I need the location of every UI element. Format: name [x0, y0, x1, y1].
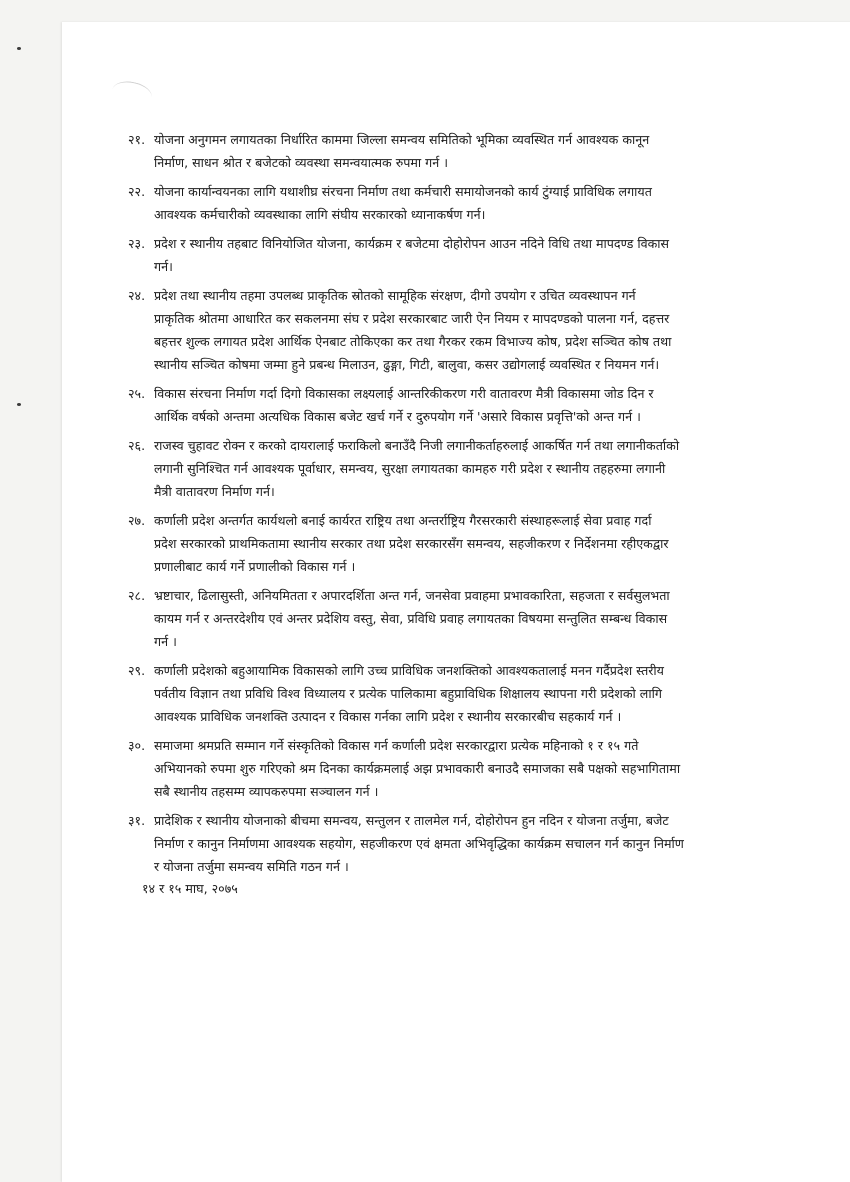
item-text-line: प्रादेशिक र स्थानीय योजनाको बीचमा समन्वय, सन्तुलन र तालमेल गर्न, दोहोरोपन हुन नदिन र योजना तर्जुमा, बजेट — [154, 813, 669, 828]
list-item — [128, 509, 850, 578]
item-text-line: निर्माण, साधन श्रोत र बजेटको व्यवस्था समन्वयात्मक रुपमा गर्न । — [154, 155, 449, 170]
item-text-line: निर्माण र कानुन निर्माणमा आवश्यक सहयोग, सहजीकरण एवं क्षमता अभिवृद्धिका कार्यक्रम सचालन गर्न कानुन निर्माण — [154, 836, 684, 851]
item-text-line: आवश्यक प्राविधिक जनशक्ति उत्पादन र विकास गर्नका लागि प्रदेश र स्थानीय सरकारबीच सहकार्य गर्न । — [154, 709, 622, 724]
item-number: २८. — [128, 588, 146, 603]
item-text-line: प्रदेश तथा स्थानीय तहमा उपलब्ध प्राकृतिक स्रोतको सामूहिक संरक्षण, दीगो उपयोग र उचित व्यवस्थापन गर्न — [154, 288, 636, 303]
item-text-line: गर्न। — [154, 259, 173, 274]
item-number: २४. — [128, 288, 146, 303]
list-item — [128, 382, 850, 428]
item-number: २५. — [128, 386, 146, 401]
item-text-line: सबै स्थानीय तहसम्म व्यापकरुपमा सञ्चालन गर्न । — [154, 784, 379, 799]
item-text-line: र योजना तर्जुमा समन्वय समिति गठन गर्न । — [154, 859, 349, 874]
item-text-line: प्रदेश र स्थानीय तहबाट विनियोजित योजना, कार्यक्रम र बजेटमा दोहोरोपन आउन नदिने विधि तथा मापदण्ड विकास — [154, 236, 670, 251]
item-text-line: योजना अनुगमन लगायतका निर्धारित काममा जिल्ला समन्वय समितिको भूमिका व्यवस्थित गर्न आवश्यक कानून — [154, 132, 650, 147]
list-item — [128, 734, 850, 803]
list-item — [128, 128, 850, 174]
item-text-line: प्रणालीबाट कार्य गर्ने प्रणालीको विकास गर्न । — [154, 559, 356, 574]
resolution-list — [128, 128, 850, 884]
list-item — [128, 659, 850, 728]
item-number: २९. — [128, 663, 146, 678]
item-text-line: बहत्तर शुल्क लगायत प्रदेश आर्थिक ऐनबाट तोकिएका कर तथा गैरकर रकम विभाज्य कोष, प्रदेश सञ्चित कोष तथा — [154, 334, 672, 349]
item-text-line: कर्णाली प्रदेशको बहुआयामिक विकासको लागि उच्च प्राविधिक जनशक्तिको आवश्यकतालाई मनन गर्दैप्रदेश स्तरीय — [154, 663, 664, 678]
item-number: ३०. — [128, 738, 146, 753]
scan-speck — [17, 403, 21, 406]
item-number: ३१. — [128, 813, 146, 828]
item-text-line: कर्णाली प्रदेश अन्तर्गत कार्यथलो बनाई कार्यरत राष्ट्रिय तथा अन्तर्राष्ट्रिय गैरसरकारी संस्थाहरूलाई सेवा प्रवाह गर्दा — [154, 513, 652, 528]
item-text-line: प्राकृतिक श्रोतमा आधारित कर सकलनमा संघ र प्रदेश सरकारबाट जारी ऐन नियम र मापदण्डको पालना गर्न, दहत्तर — [154, 311, 670, 326]
item-number: २६. — [128, 438, 146, 453]
scan-speck — [17, 47, 21, 50]
list-item — [128, 284, 850, 376]
item-text-line: मैत्री वातावरण निर्माण गर्न। — [154, 484, 275, 499]
item-text-line: लगानी सुनिश्चित गर्न आवश्यक पूर्वाधार, समन्वय, सुरक्षा लगायतका कामहरु गरी प्रदेश र स्थानीय तहहरुमा लगानी — [154, 461, 666, 476]
item-text-line: आर्थिक वर्षको अन्तमा अत्यधिक विकास बजेट खर्च गर्ने र दुरुपयोग गर्ने 'असारे विकास प्रवृत्ति'को अन्त गर्न । — [154, 409, 641, 424]
list-item — [128, 180, 850, 226]
item-number: २३. — [128, 236, 146, 251]
item-number: २७. — [128, 513, 146, 528]
item-text-line: पर्वतीय विज्ञान तथा प्रविधि विश्व विध्यालय र प्रत्येक पालिकामा बहुप्राविधिक शिक्षालय स्थापना गरी प्रदेशको लागि — [154, 686, 662, 701]
item-text-line: कायम गर्न र अन्तरदेशीय एवं अन्तर प्रदेशिय वस्तु, सेवा, प्रविधि प्रवाह लगायतका विषयमा सन्तुलित सम्बन्ध विकास — [154, 611, 668, 626]
item-text-line: गर्न । — [154, 634, 177, 649]
item-text-line: प्रदेश सरकारको प्राथमिकतामा स्थानीय सरकार तथा प्रदेश सरकारसँग समन्वय, सहजीकरण र निर्देशनमा रहीएकद्वार — [154, 536, 669, 551]
document-date: १४ र १५ माघ, २०७५ — [142, 881, 238, 896]
item-text-line: राजस्व चुहावट रोक्न र करको दायरालाई फराकिलो बनाउँदै निजी लगानीकर्ताहरुलाई आकर्षित गर्न तथा लगानीकर्ताको — [154, 438, 680, 453]
item-text-line: स्थानीय सञ्चित कोषमा जम्मा हुने प्रबन्ध मिलाउन, ढुङ्गा, गिटी, बालुवा, कसर उद्योगलाई व्यवस्थित र नियमन गर्न। — [154, 357, 660, 372]
item-text-line: भ्रष्टाचार, ढिलासुस्ती, अनियमितता र अपारदर्शिता अन्त गर्न, जनसेवा प्रवाहमा प्रभावकारिता, सहजता र सर्वसुलभता — [154, 588, 670, 603]
item-text-line: अभियानको रुपमा शुरु गरिएको श्रम दिनका कार्यक्रमलाई अझ प्रभावकारी बनाउदै समाजका सबै पक्षको सहभागितामा — [154, 761, 681, 776]
list-item — [128, 809, 850, 878]
item-text-line: योजना कार्यान्वयनका लागि यथाशीघ्र संरचना निर्माण तथा कर्मचारी समायोजनको कार्य टुंग्याई प्राविधिक लगायत — [154, 184, 652, 199]
item-text-line: विकास संरचना निर्माण गर्दा दिगो विकासका लक्ष्यलाई आन्तरिकीकरण गरी वातावरण मैत्री विकासमा जोड दिन र — [154, 386, 654, 401]
item-number: २१. — [128, 132, 146, 147]
list-item — [128, 434, 850, 503]
list-item — [128, 232, 850, 278]
item-number: २२. — [128, 184, 146, 199]
item-text-line: समाजमा श्रमप्रति सम्मान गर्ने संस्कृतिको विकास गर्न कर्णाली प्रदेश सरकारद्वारा प्रत्येक महिनाको १ र १५ गते — [154, 738, 639, 753]
list-item — [128, 584, 850, 653]
item-text-line: आवश्यक कर्मचारीको व्यवस्थाका लागि संघीय सरकारको ध्यानाकर्षण गर्न। — [154, 207, 486, 222]
